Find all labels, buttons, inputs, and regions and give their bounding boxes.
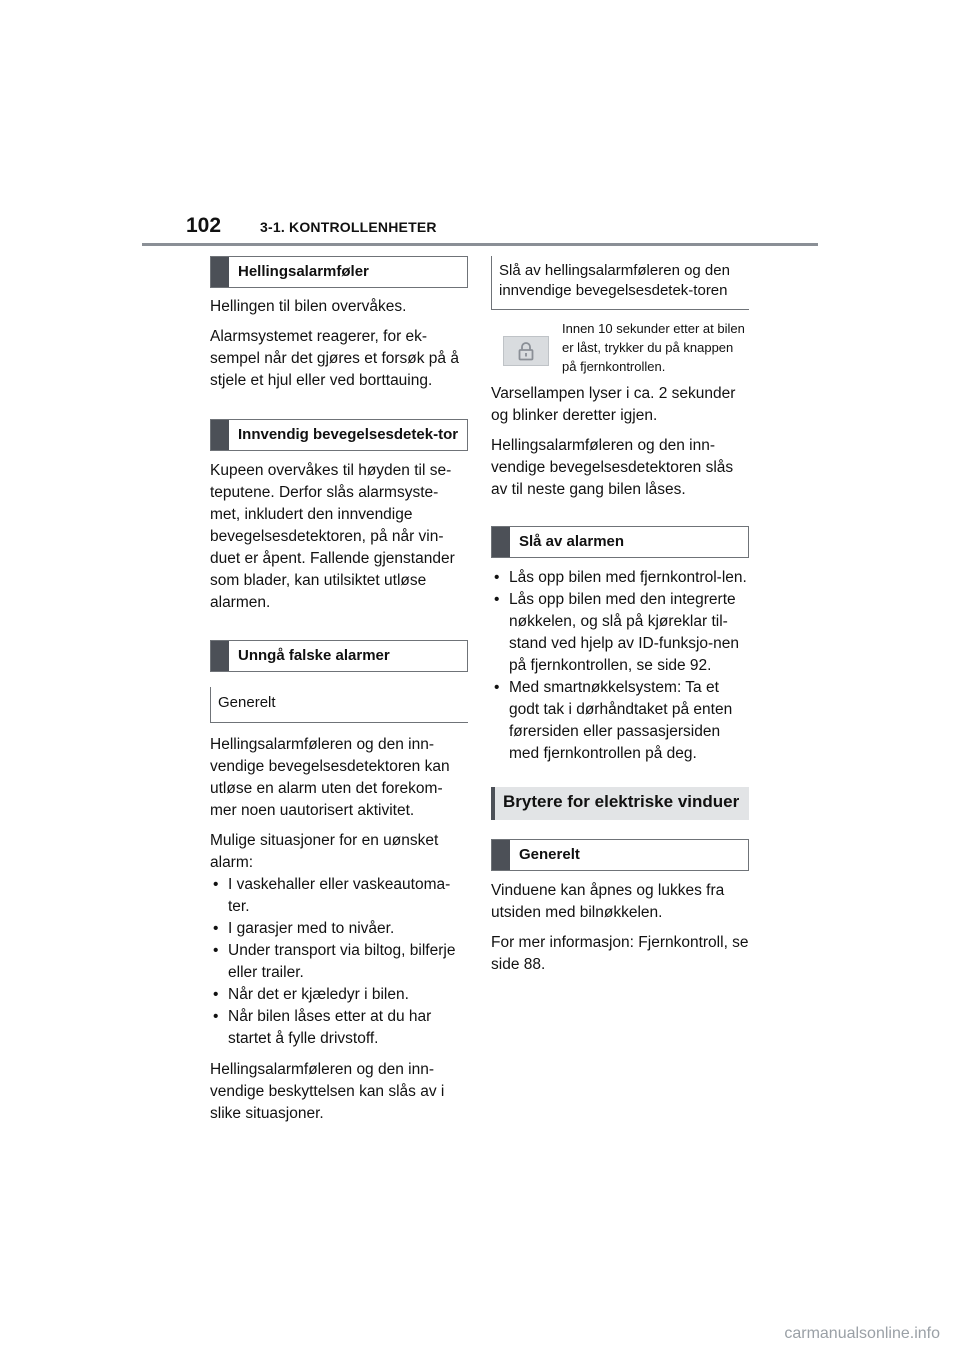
- paragraph-disable-1: Varsellampen lyser i ca. 2 sekunder og blinker deretter igjen.: [491, 385, 736, 424]
- alarm-off-list: [491, 567, 749, 765]
- info-note: Innen 10 sekunder etter at bilen er låst, trykker du på knappen på fjernkontrollen.: [562, 321, 745, 374]
- paragraph-false-3: Hellingsalarmføleren og den inn-vendige beskyttelsen kan slås av i slike situasjoner.: [210, 1061, 445, 1122]
- paragraph-disable-2: Hellingsalarmføleren og den inn-vendige bevegelsesdetektoren slås av til neste gang bilen låses.: [491, 437, 734, 498]
- right-column: [491, 256, 749, 976]
- paragraph-false-2: Mulige situasjoner for en uønsket alarm:: [210, 832, 439, 871]
- false-alarm-list: [210, 874, 468, 1050]
- heading-general: Generelt: [491, 839, 749, 871]
- paragraph-motion: Kupeen overvåkes til høyden til se-teputene. Derfor slås alarmsyste-met, inkludert den innvendige bevegelsesdetektoren, på når vin-duet er åpent. Fallende gjenstander som blader, kan utilsiktet utløse alarmen.: [210, 462, 455, 611]
- list-item: • I garasjer med to nivåer.: [210, 918, 468, 940]
- list-item: • Med smartnøkkelsystem: Ta et godt tak i dørhåndtaket på enten førersiden eller passasjersiden med fjernkontrollen på deg.: [491, 677, 749, 765]
- chapter-title: 3-1. KONTROLLENHETER: [260, 219, 437, 235]
- paragraph-tilt-2: Alarmsystemet reagerer, for ek-sempel når det gjøres et forsøk på å stjele et hjul eller ved borttauing.: [210, 328, 459, 389]
- heading-tilt-sensor: Hellingsalarmføler: [210, 256, 468, 288]
- left-column: [210, 256, 468, 1125]
- paragraph-windows-2: For mer informasjon: Fjernkontroll, se side 88.: [491, 934, 749, 973]
- paragraph-tilt-1: Hellingen til bilen overvåkes.: [210, 298, 407, 315]
- list-item: • I vaskehaller eller vaskeautoma-ter.: [210, 874, 468, 918]
- paragraph-windows-1: Vinduene kan åpnes og lukkes fra utsiden med bilnøkkelen.: [491, 882, 725, 921]
- paragraph-false-1: Hellingsalarmføleren og den inn-vendige bevegelsesdetektoren kan utløse en alarm uten det forekom-mer noen uautorisert aktivitet.: [210, 736, 450, 819]
- heading-power-windows: Brytere for elektriske vinduer: [491, 787, 749, 820]
- list-item: • Når det er kjæledyr i bilen.: [210, 984, 468, 1006]
- heading-false-alarms: Unngå falske alarmer: [210, 640, 468, 672]
- heading-alarm-off: Slå av alarmen: [491, 526, 749, 558]
- heading-motion-detector: Innvendig bevegelsesdetek-tor: [210, 419, 468, 451]
- info-row: [491, 319, 749, 376]
- watermark: carmanualsonline.info: [784, 1325, 940, 1342]
- header-rule: [142, 243, 818, 246]
- list-item: • Lås opp bilen med den integrerte nøkkelen, og slå på kjøreklar til-stand ved hjelp av ID-funksjo-nen på fjernkontrollen, se side 92.: [491, 589, 749, 677]
- lock-icon: [503, 336, 549, 366]
- subheading-general: Generelt: [210, 687, 468, 723]
- page-number: 102: [186, 214, 222, 237]
- subheading-disable-sensors: Slå av hellingsalarmføleren og den innvendige bevegelsesdetek-toren: [491, 256, 749, 310]
- list-item: • Når bilen låses etter at du har startet å fylle drivstoff.: [210, 1006, 468, 1050]
- list-item: • Lås opp bilen med fjernkontrol-len.: [491, 567, 749, 589]
- list-item: • Under transport via biltog, bilferje eller trailer.: [210, 940, 468, 984]
